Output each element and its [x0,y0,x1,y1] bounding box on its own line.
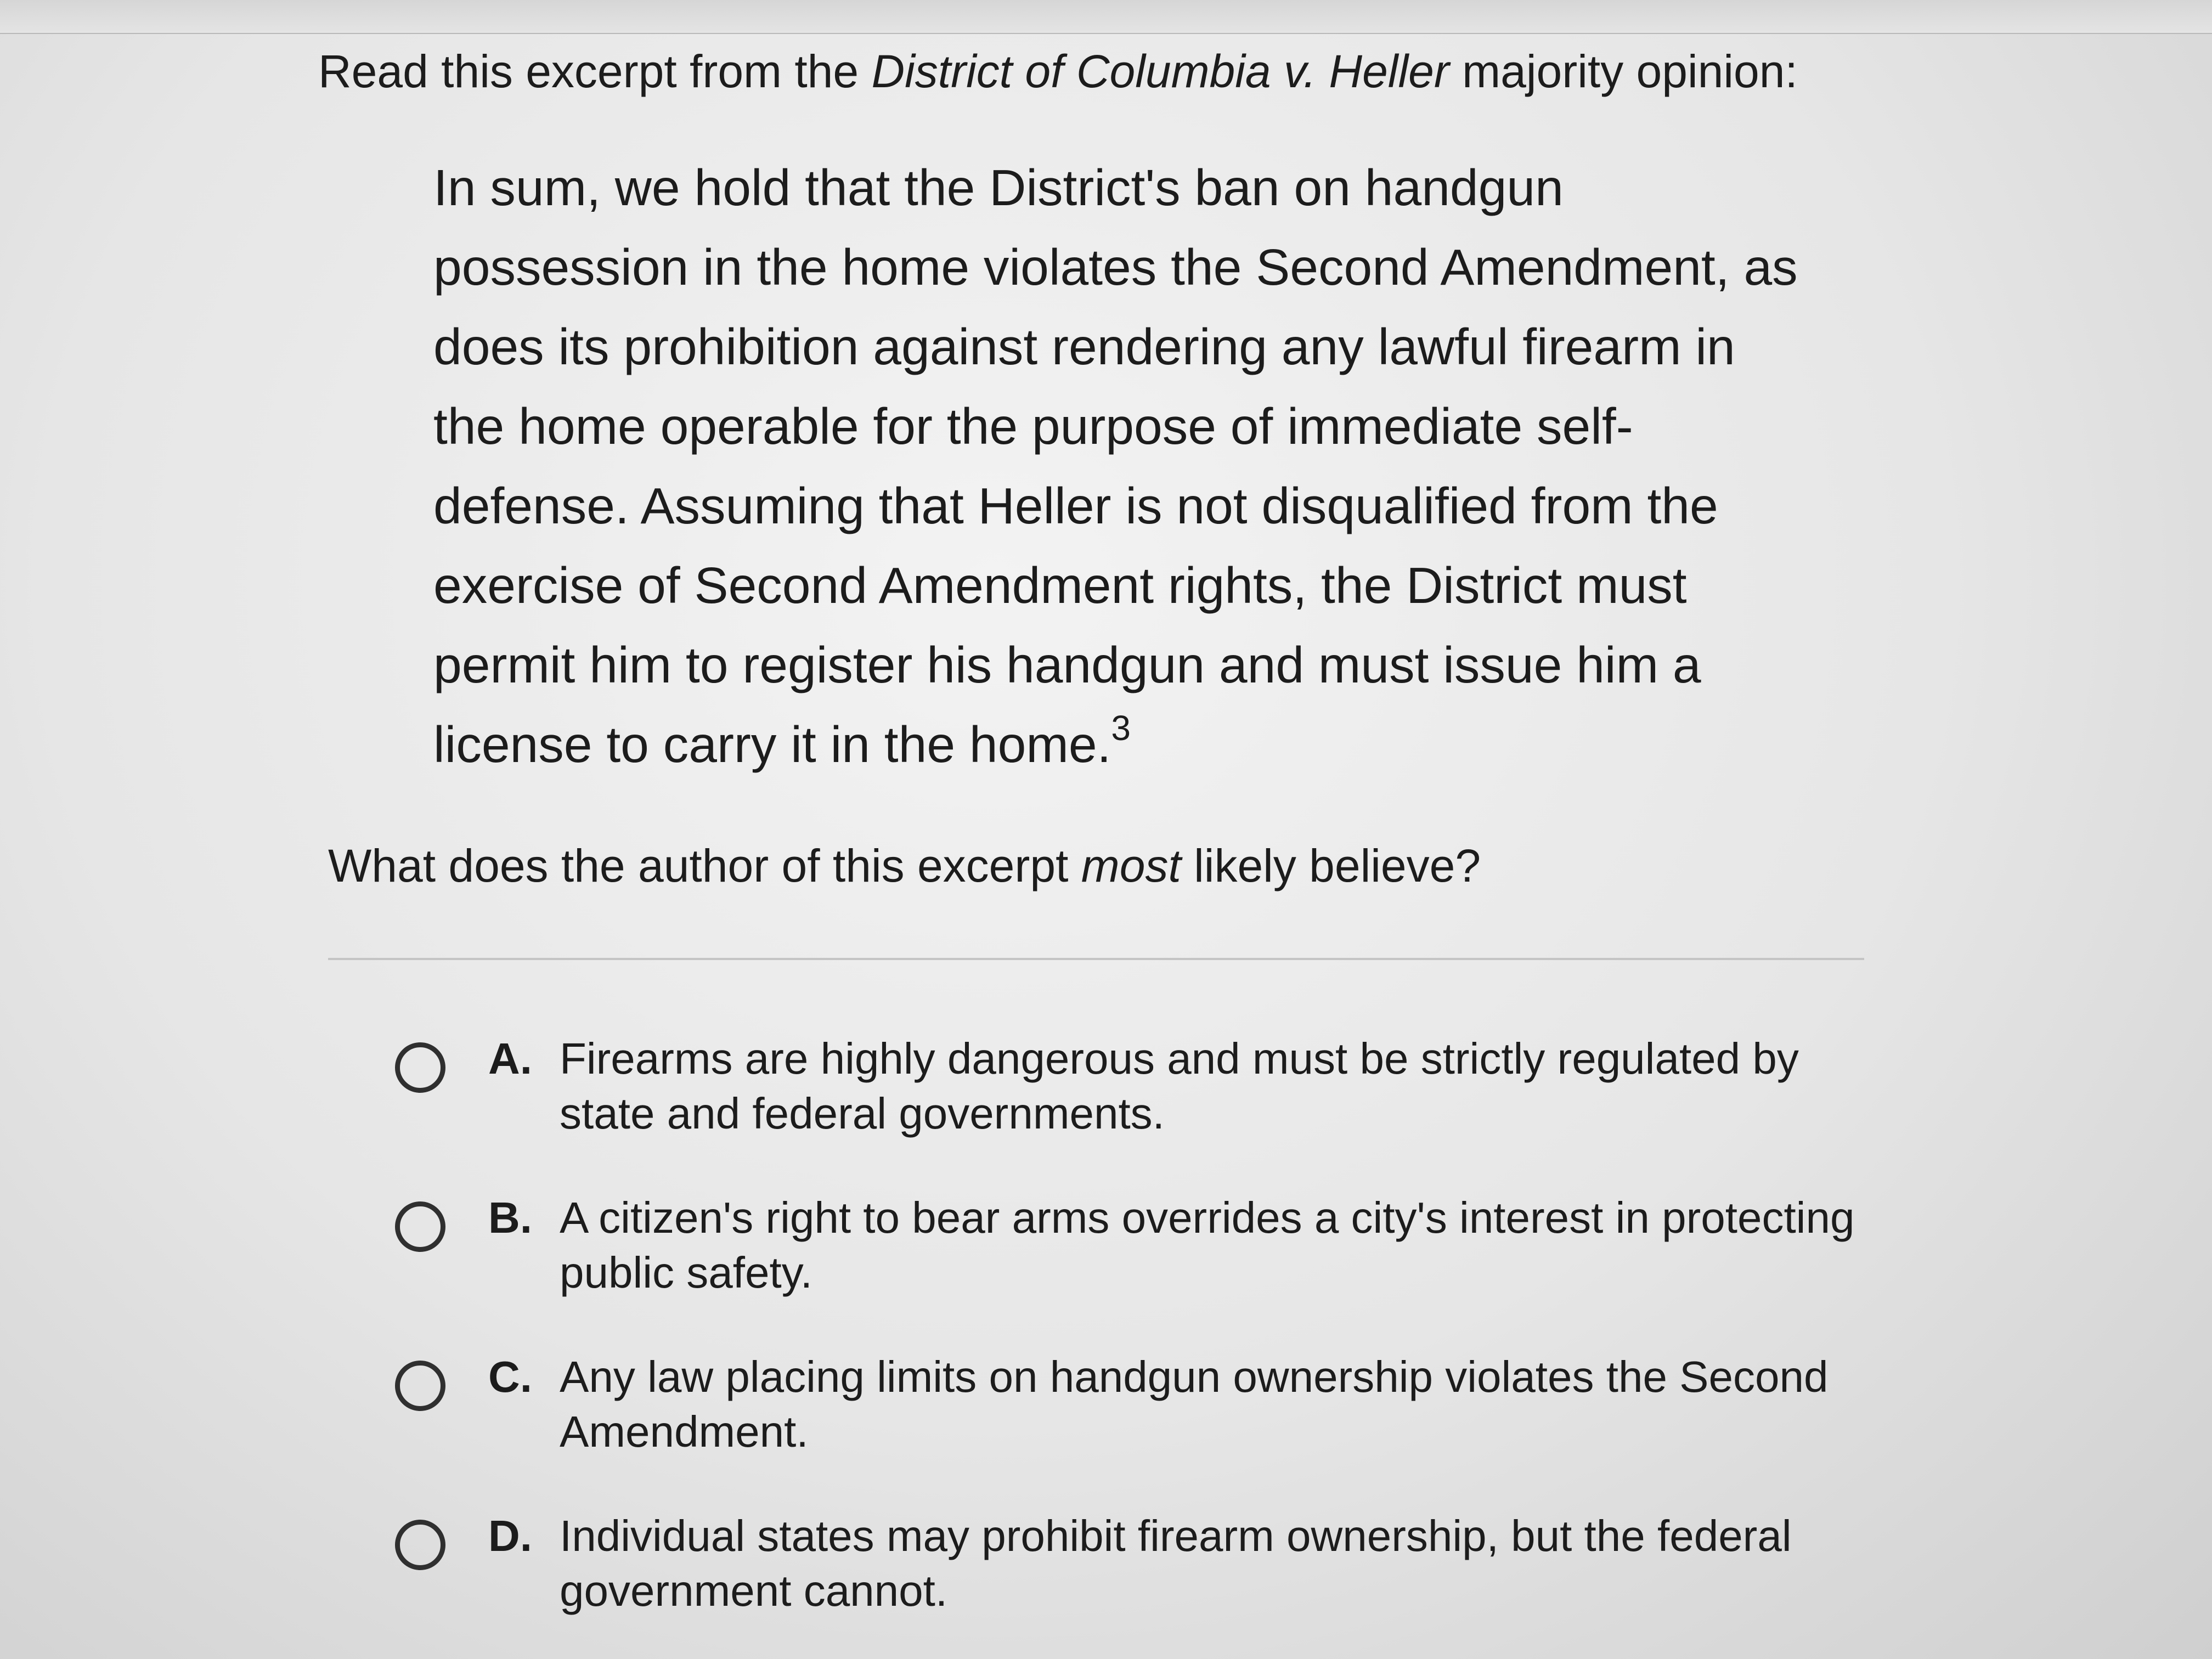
choice-a[interactable] [395,1031,1876,1190]
choice-b[interactable] [395,1190,1876,1350]
choice-d[interactable] [395,1509,1876,1659]
radio-button-icon[interactable] [395,1361,445,1411]
prompt-text-after: majority opinion: [1449,46,1798,97]
radio-button-icon[interactable] [395,1201,445,1252]
footnote-marker: 3 [1111,708,1131,748]
question-prompt [318,38,1798,104]
excerpt-text: In sum, we hold that the District's ban on handgun possession in the home violates the Second Amendment, as does its prohibition against rendering any lawful firearm in the home operable for the purpose of immediate self-defense. Assuming that Heller is not disqualified from the exercise of Second Amendment rights, the District must permit him to register his handgun and must issue him a license to carry it in the home. [433,159,1798,773]
choice-label: Firearms are highly dangerous and must be strictly regulated by state and federal governments. [560,1034,1799,1138]
choice-letter: C. [488,1352,532,1401]
choice-letter: B. [488,1193,532,1242]
choice-letter: A. [488,1034,532,1083]
choice-label: Individual states may prohibit firearm ownership, but the federal government cannot. [560,1511,1792,1615]
answer-choices [395,1031,1876,1659]
choice-label: A citizen's right to bear arms overrides a city's interest in protecting public safety. [560,1193,1855,1297]
question-text [328,833,1481,899]
question-text-after: likely believe? [1181,840,1481,891]
excerpt-passage [433,148,1816,785]
question-emphasis: most [1081,840,1181,891]
radio-button-icon[interactable] [395,1042,445,1093]
radio-button-icon[interactable] [395,1520,445,1570]
choice-label: Any law placing limits on handgun ownership violates the Second Amendment. [560,1352,1829,1456]
divider [328,958,1864,960]
case-name: District of Columbia v. Heller [871,46,1449,97]
prompt-text-before: Read this excerpt from the [318,46,872,97]
question-text-before: What does the author of this excerpt [328,840,1081,891]
choice-c[interactable] [395,1350,1876,1509]
choice-letter: D. [488,1511,532,1560]
top-bar [0,0,2212,34]
